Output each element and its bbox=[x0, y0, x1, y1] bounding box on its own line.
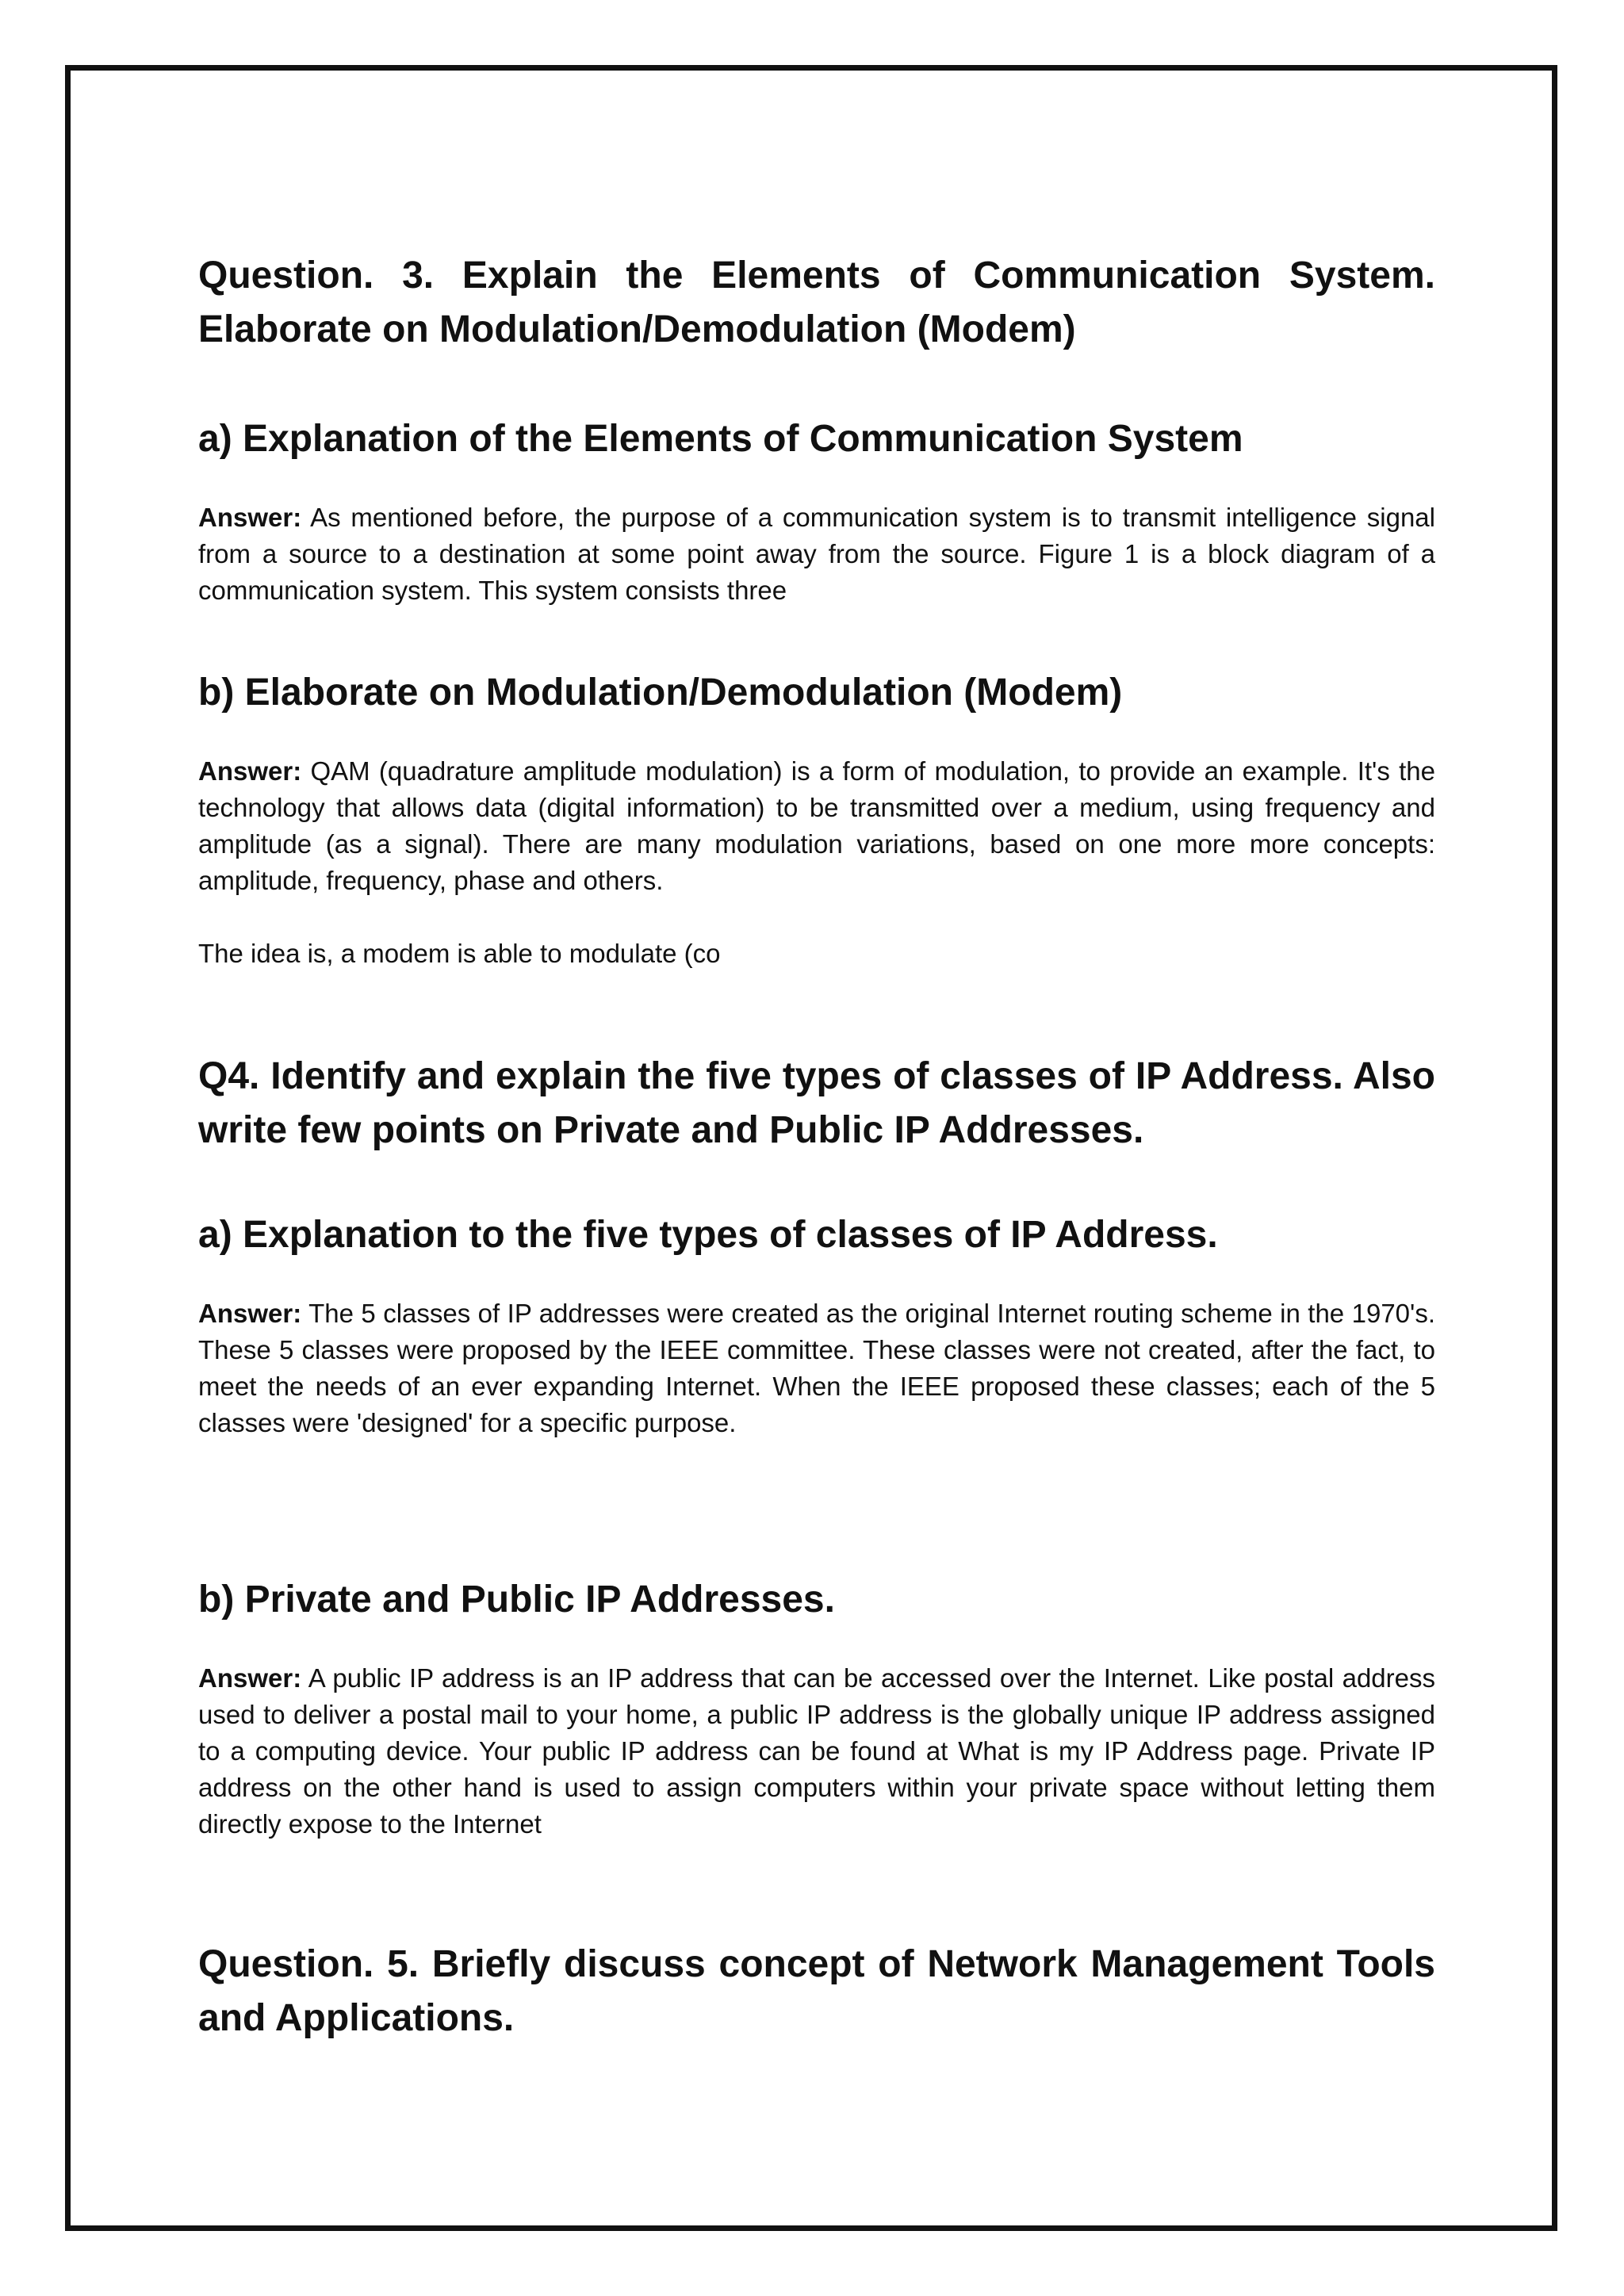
question-5-title: Question. 5. Briefly discuss concept of Network Management Tools and Applications. bbox=[198, 1943, 1435, 2039]
q4-section-b-heading: b) Private and Public IP Addresses. bbox=[198, 1578, 835, 1621]
question-3-title: Question. 3. Explain the Elements of Communication System. Elaborate on Modulation/Demodulation (Modem) bbox=[198, 254, 1435, 350]
answer-text: A public IP address is an IP address that can be accessed over the Internet. Like postal address used to deliver a postal mail to your home, a public IP address is the globally unique IP address assigned to a computing device. Your public IP address can be found at What is my IP Address page. Private IP address on the other hand is used to assign computers within your private space without letting them directly expose to the Internet bbox=[198, 1663, 1435, 1839]
q3-section-b-heading: b) Elaborate on Modulation/Demodulation (Modem) bbox=[198, 672, 1123, 714]
question-4-title: Q4. Identify and explain the five types of classes of IP Address. Also write few points on Private and Public IP Addresses. bbox=[198, 1055, 1435, 1151]
answer-label: Answer: bbox=[198, 756, 302, 786]
q4-section-a-answer bbox=[198, 1295, 1435, 1441]
answer-text: QAM (quadrature amplitude modulation) is a form of modulation, to provide an example. It's the technology that allows data (digital information) to be transmitted over a medium, using frequency and amplitude (as a signal). There are many modulation variations, based on one more more concepts: amplitude, frequency, phase and others. bbox=[198, 756, 1435, 895]
answer-text: The 5 classes of IP addresses were created as the original Internet routing scheme in the 1970's. These 5 classes were proposed by the IEEE committee. These classes were not created, after the fact, to meet the needs of an ever expanding Internet. When the IEEE proposed these classes; each of the 5 classes were 'designed' for a specific purpose. bbox=[198, 1299, 1435, 1437]
answer-label: Answer: bbox=[198, 1299, 302, 1328]
answer-label: Answer: bbox=[198, 503, 302, 532]
q3-section-b-answer bbox=[198, 753, 1435, 899]
q4-section-a-heading: a) Explanation to the five types of classes of IP Address. bbox=[198, 1214, 1218, 1256]
q3-section-a-heading: a) Explanation of the Elements of Communication System bbox=[198, 418, 1243, 460]
q3-section-a-answer bbox=[198, 499, 1435, 609]
answer-label: Answer: bbox=[198, 1663, 302, 1693]
q3-section-b-followup: The idea is, a modem is able to modulate (co bbox=[198, 939, 721, 968]
q4-section-b-answer bbox=[198, 1660, 1435, 1843]
answer-text: As mentioned before, the purpose of a communication system is to transmit intelligence signal from a source to a destination at some point away from the source. Figure 1 is a block diagram of a communication system. This system consists three bbox=[198, 503, 1435, 605]
